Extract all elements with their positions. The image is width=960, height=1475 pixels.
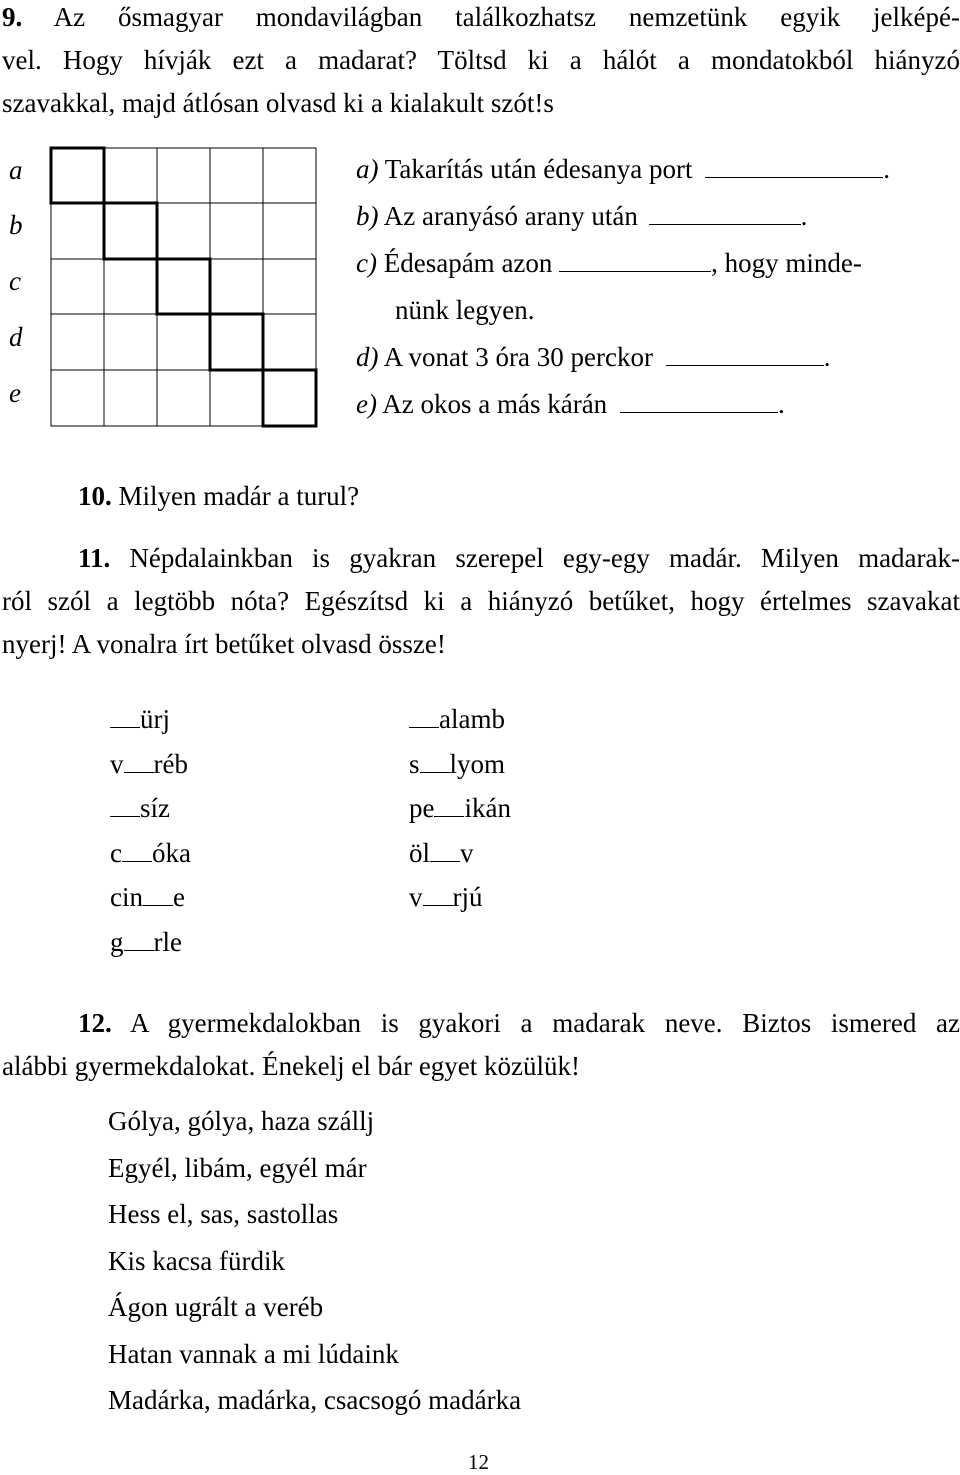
letter-slot[interactable] (143, 883, 173, 906)
song-item-1: Gólya, gólya, haza szállj (108, 1106, 375, 1136)
grid-thin-lines (51, 148, 316, 426)
letter-slot[interactable] (434, 794, 464, 817)
answer-blank-a[interactable] (705, 155, 883, 178)
task11-line-3: nyerj! A vonalra írt betűket olvasd össze! (2, 629, 446, 659)
clue-a: a) Takarítás után édesanya port . (356, 154, 890, 184)
fill-word-right-1: alamb (409, 704, 505, 735)
letter-slot[interactable] (124, 928, 154, 951)
task10-number: 10. (78, 481, 112, 511)
task12-line-2: alábbi gyermekdalokat. Énekelj el bár egyet közülük! (2, 1051, 581, 1081)
clue-c: c) Édesapám azon , hogy minde- (356, 248, 862, 278)
answer-blank-e[interactable] (620, 390, 778, 413)
task11-line-1: 11. Népdalainkban is gyakran szerepel egy-egy madár. Milyen madarak- (78, 543, 960, 573)
letter-slot[interactable] (110, 705, 140, 728)
fill-word-right-3: pe ikán (409, 793, 511, 823)
task12-paragraph (2, 1002, 960, 1088)
fill-word-left-2: v réb (110, 749, 188, 779)
grid-cell-diagonal-4[interactable] (210, 314, 263, 370)
clue-e: e) Az okos a más kárán . (356, 389, 785, 419)
grid-cell-diagonal-3[interactable] (157, 259, 210, 314)
letter-slot[interactable] (110, 794, 140, 817)
letter-slot[interactable] (423, 883, 453, 906)
row-label-b: b (9, 210, 23, 240)
song-item-3: Hess el, sas, sastollas (108, 1199, 339, 1229)
fill-word-right-5: v rjú (409, 882, 483, 912)
clue-c-continued: nünk legyen. (395, 295, 535, 325)
letter-slot[interactable] (124, 750, 154, 773)
task11-number: 11. (78, 543, 111, 573)
task11-paragraph (2, 537, 960, 666)
song-item-4: Kis kacsa fürdik (108, 1246, 285, 1276)
letter-slot[interactable] (430, 839, 460, 862)
answer-blank-b[interactable] (649, 202, 801, 225)
song-item-5: Ágon ugrált a veréb (108, 1292, 324, 1322)
answer-blank-c[interactable] (559, 249, 711, 272)
fill-word-right-4: öl v (409, 838, 474, 868)
task10-question: 10. Milyen madár a turul? (78, 481, 360, 511)
song-item-2: Egyél, libám, egyél már (108, 1153, 367, 1183)
fill-word-left-1: ürj (110, 704, 170, 735)
fill-word-left-3: síz (110, 793, 170, 824)
page-number: 12 (468, 1450, 489, 1474)
fill-word-left-6: g rle (110, 927, 182, 957)
grid-cell-diagonal-1[interactable] (51, 148, 104, 203)
letter-slot[interactable] (122, 839, 152, 862)
letter-slot[interactable] (409, 705, 439, 728)
answer-blank-d[interactable] (666, 343, 824, 366)
task12-number: 12. (78, 1008, 112, 1038)
task9-line-2: vel. Hogy hívják ezt a madarat? Töltsd ki a hálót a mondatokból hiányzó (2, 45, 960, 75)
fill-word-right-2: s lyom (409, 749, 506, 779)
task9-paragraph (2, 0, 960, 125)
crossword-grid (49, 146, 321, 430)
row-label-a: a (9, 155, 23, 185)
row-label-e: e (9, 378, 21, 408)
task11-line-2: ról szól a legtöbb nóta? Egészítsd ki a hiányzó betűket, hogy értelmes szavakat (2, 586, 960, 616)
fill-word-left-4: c óka (110, 838, 191, 868)
song-item-6: Hatan vannak a mi lúdaink (108, 1339, 399, 1369)
task12-line-1: 12. A gyermekdalokban is gyakori a madarak neve. Biztos ismered az (78, 1008, 960, 1038)
clue-d: d) A vonat 3 óra 30 perckor . (356, 342, 831, 372)
row-label-c: c (9, 266, 21, 296)
fill-word-left-5: cin e (110, 882, 185, 912)
task9-line-3: szavakkal, majd átlósan olvasd ki a kialakult szót!s (2, 88, 554, 118)
song-item-7: Madárka, madárka, csacsogó madárka (108, 1385, 522, 1415)
row-label-d: d (9, 322, 23, 352)
letter-slot[interactable] (420, 750, 450, 773)
task9-number: 9. (2, 2, 23, 32)
grid-cell-diagonal-2[interactable] (104, 203, 157, 259)
task9-line-1: 9. Az ősmagyar mondavilágban találkozhatsz nemzetünk egyik jelképé- (2, 2, 960, 32)
grid-cell-diagonal-5[interactable] (263, 370, 316, 426)
clue-b: b) Az aranyásó arany után . (356, 201, 808, 231)
